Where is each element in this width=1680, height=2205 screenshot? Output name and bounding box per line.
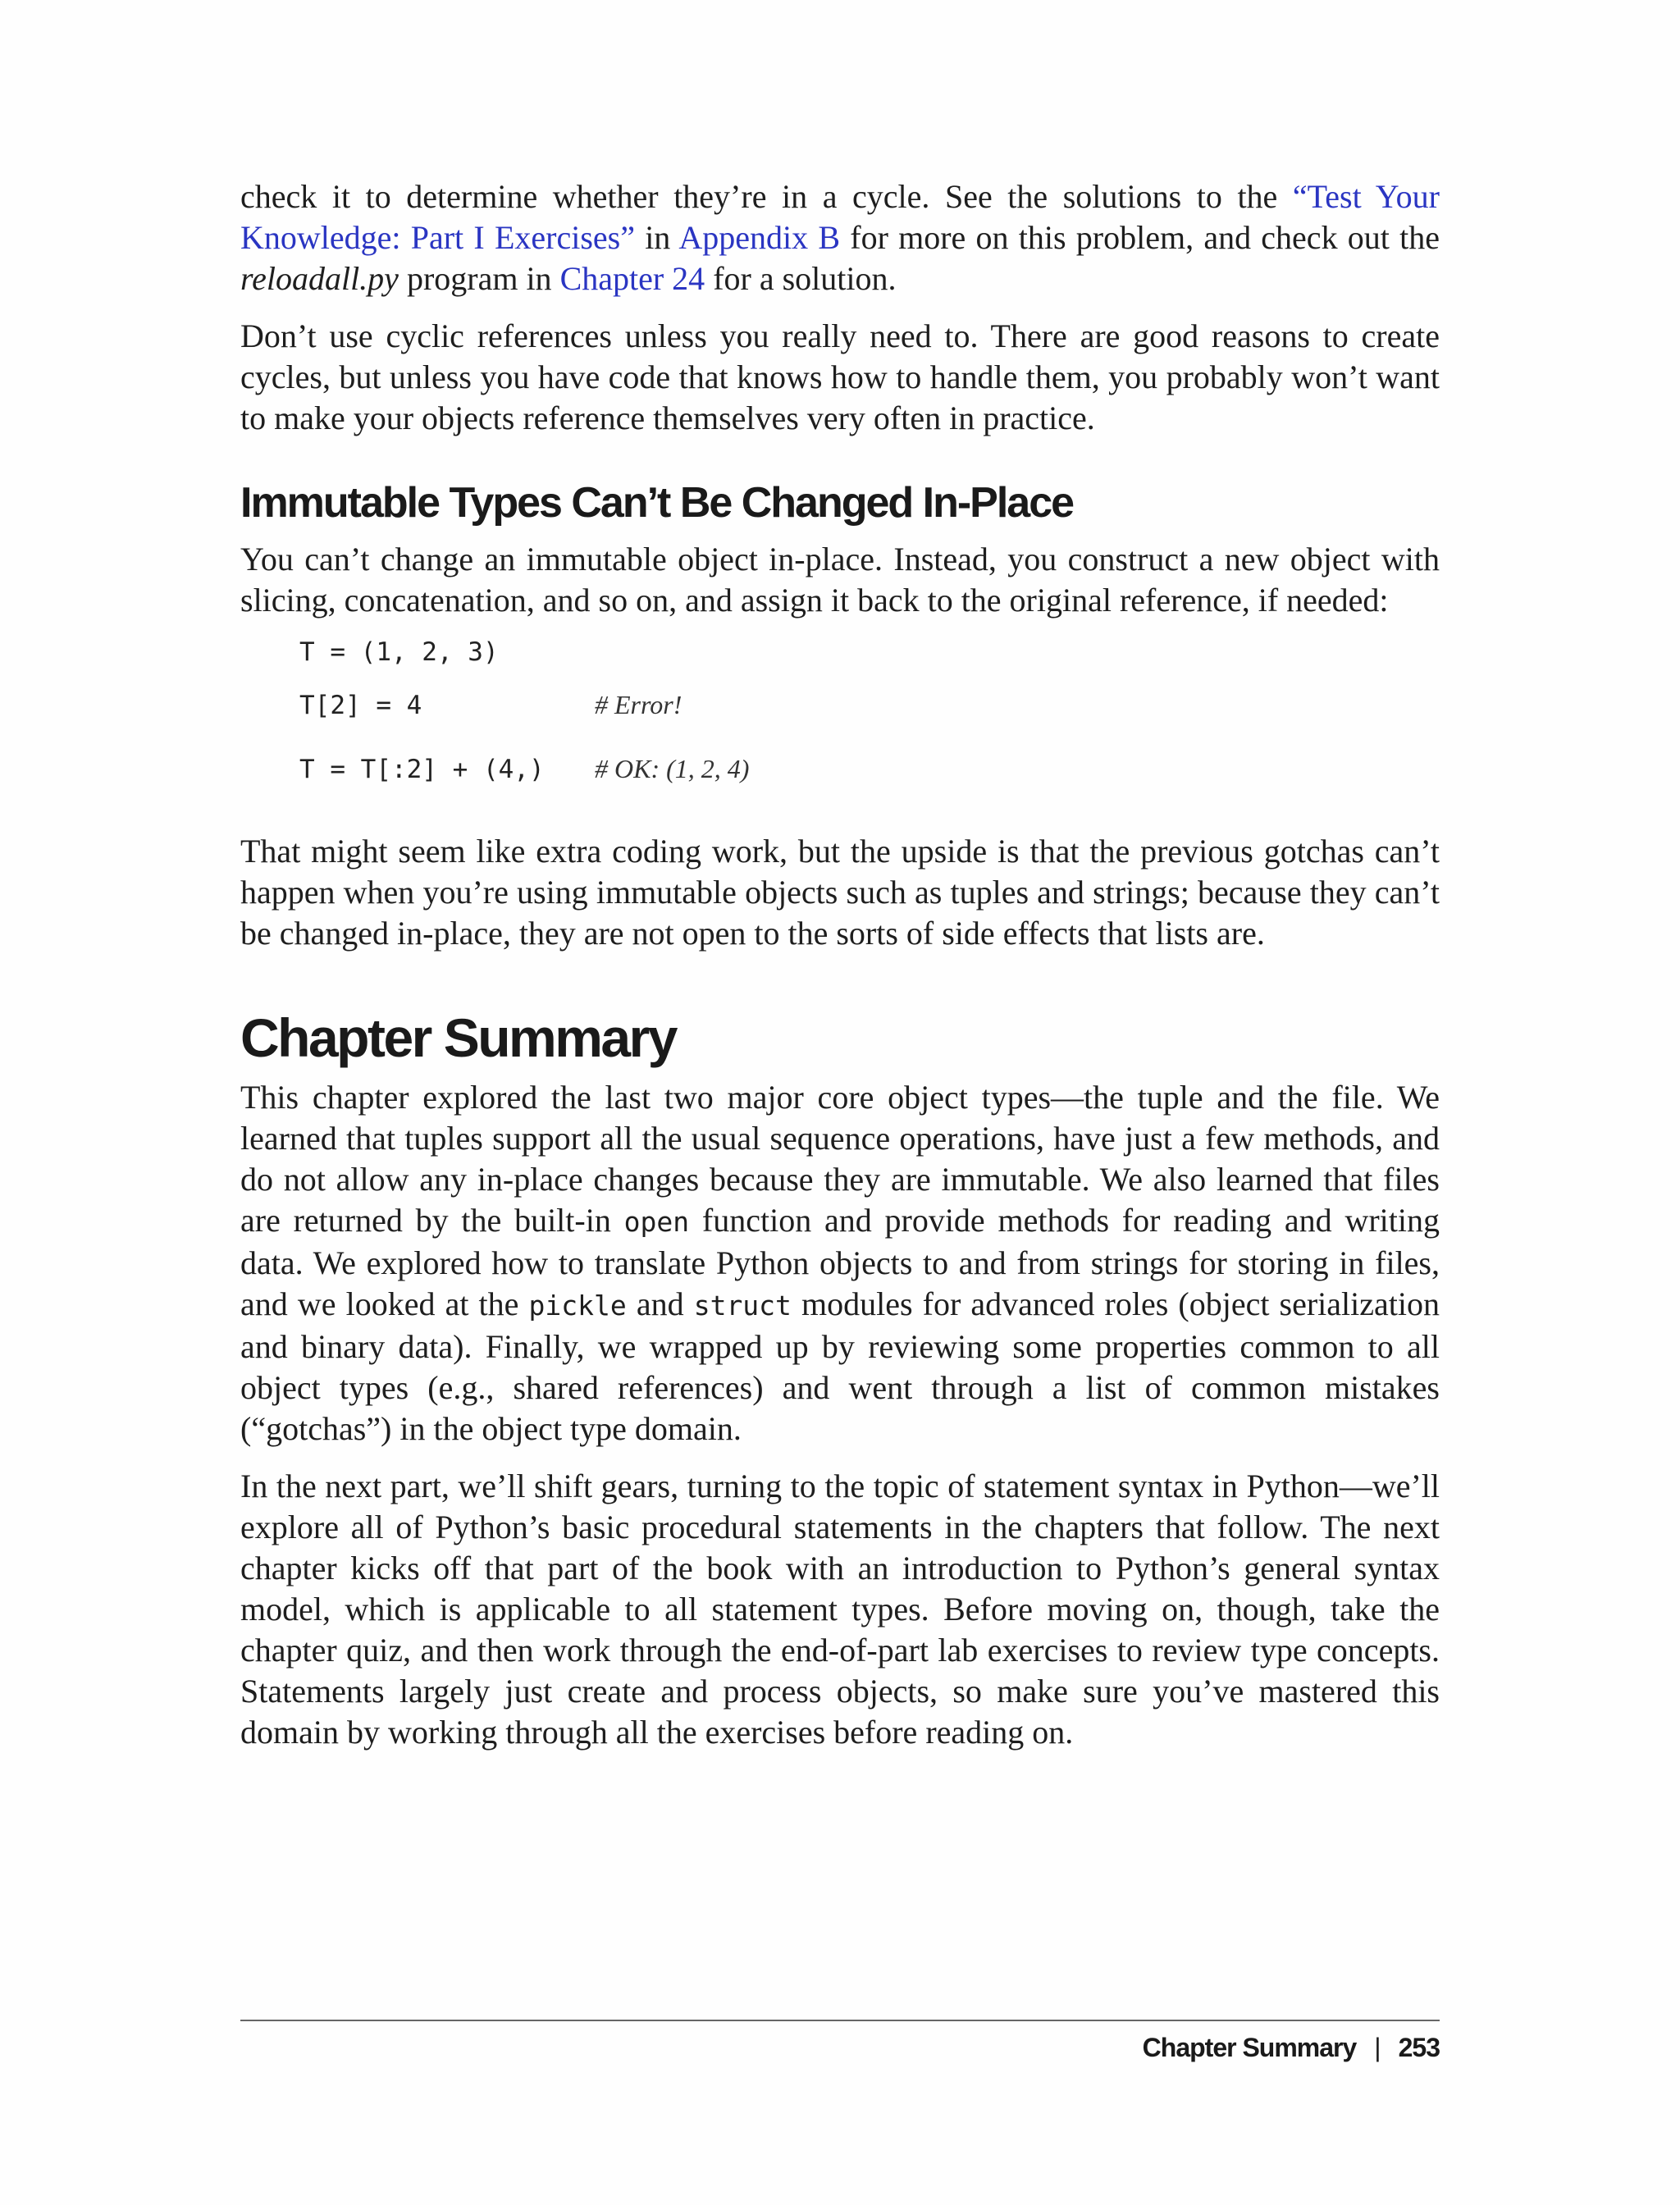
text-run: for a solution.	[705, 260, 897, 297]
section-heading-chapter-summary: Chapter Summary	[240, 1007, 677, 1068]
page-number: 253	[1398, 2033, 1440, 2062]
text-run: check it to determine whether they’re in a cycle. See the solutions to the	[240, 178, 1293, 215]
text-run: function and provide methods for reading and writing data. We explored how to translate Python objects to and from strings for storing in files, and we looked at the	[240, 1202, 1440, 1322]
code-line	[299, 637, 1440, 690]
code-comment: # Error!	[595, 690, 682, 719]
code-text: T = T[:2] + (4,)	[299, 755, 545, 784]
footer-separator: |	[1374, 2033, 1381, 2062]
code-pickle: pickle	[528, 1290, 627, 1322]
section-heading-immutable: Immutable Types Can’t Be Changed In-Place	[240, 479, 1074, 527]
immutable-paragraph-1: You can’t change an immutable object in-place. Instead, you construct a new object with slicing, concatenation, and so on, and assign it back to the original reference, if needed:	[240, 541, 1440, 619]
text-run: modules for advanced roles (object serialization and binary data). Finally, we wrapped up by reviewing some properties common to all object types (e.g., shared references) and went through a list of common mistakes (“gotchas”) in the object type domain.	[240, 1285, 1440, 1447]
footer-content	[240, 2033, 1440, 2063]
summary-paragraph-2: In the next part, we’ll shift gears, turning to the topic of statement syntax in Python—we’ll explore all of Python’s basic procedural statements in the chapters that follow. The next chapter kicks off that part of the book with an introduction to Python’s general syntax model, which is applicable to all statement types. Before moving on, though, take the chapter quiz, and then work through the end-of-part lab exercises to review type concepts. Statements largely just create and process objects, so make sure you’ve mastered this domain by working through all the exercises before reading on.	[240, 1468, 1440, 1751]
text-run: This chapter explored the last two major core object types—the tuple and the file. We learned that tuples support all the usual sequence operations, have just a few methods, and do not allow any in-place changes because they are immutable. We also learned that files are returned by the built-in	[240, 1079, 1440, 1239]
code-text: T = (1, 2, 3)	[299, 637, 499, 667]
text-run: and	[626, 1285, 694, 1322]
code-struct: struct	[693, 1290, 792, 1322]
page-content	[240, 176, 1440, 1769]
code-open: open	[623, 1206, 690, 1238]
summary-paragraph-1	[240, 1077, 1440, 1449]
text-run: in	[634, 219, 679, 256]
link-appendix-b[interactable]: Appendix B	[678, 219, 841, 256]
footer-section-title: Chapter Summary	[1142, 2033, 1357, 2062]
page-footer	[240, 2020, 1440, 2063]
code-text: T[2] = 4	[299, 691, 422, 720]
filename-reloadall: reloadall.py	[240, 260, 399, 297]
code-example	[299, 637, 1440, 818]
text-run: for more on this problem, and check out the	[840, 219, 1440, 256]
code-line	[299, 690, 1440, 754]
intro-paragraph-1	[240, 176, 1440, 299]
text-run: program in	[398, 260, 560, 297]
code-line	[299, 754, 1440, 818]
link-test-your-knowledge[interactable]: “Test Your Knowledge: Part I Exercises”	[240, 178, 1440, 256]
code-comment: # OK: (1, 2, 4)	[595, 754, 750, 783]
link-chapter-24[interactable]: Chapter 24	[559, 260, 705, 297]
immutable-paragraph-2: That might seem like extra coding work, but the upside is that the previous gotchas can’t happen when you’re using immutable objects such as tuples and strings; because they can’t be changed in-place, they are not open to the sorts of side effects that lists are.	[240, 833, 1440, 952]
intro-paragraph-2: Don’t use cyclic references unless you really need to. There are good reasons to create cycles, but unless you have code that knows how to handle them, you probably won’t want to make your objects reference themselves very often in practice.	[240, 317, 1440, 436]
